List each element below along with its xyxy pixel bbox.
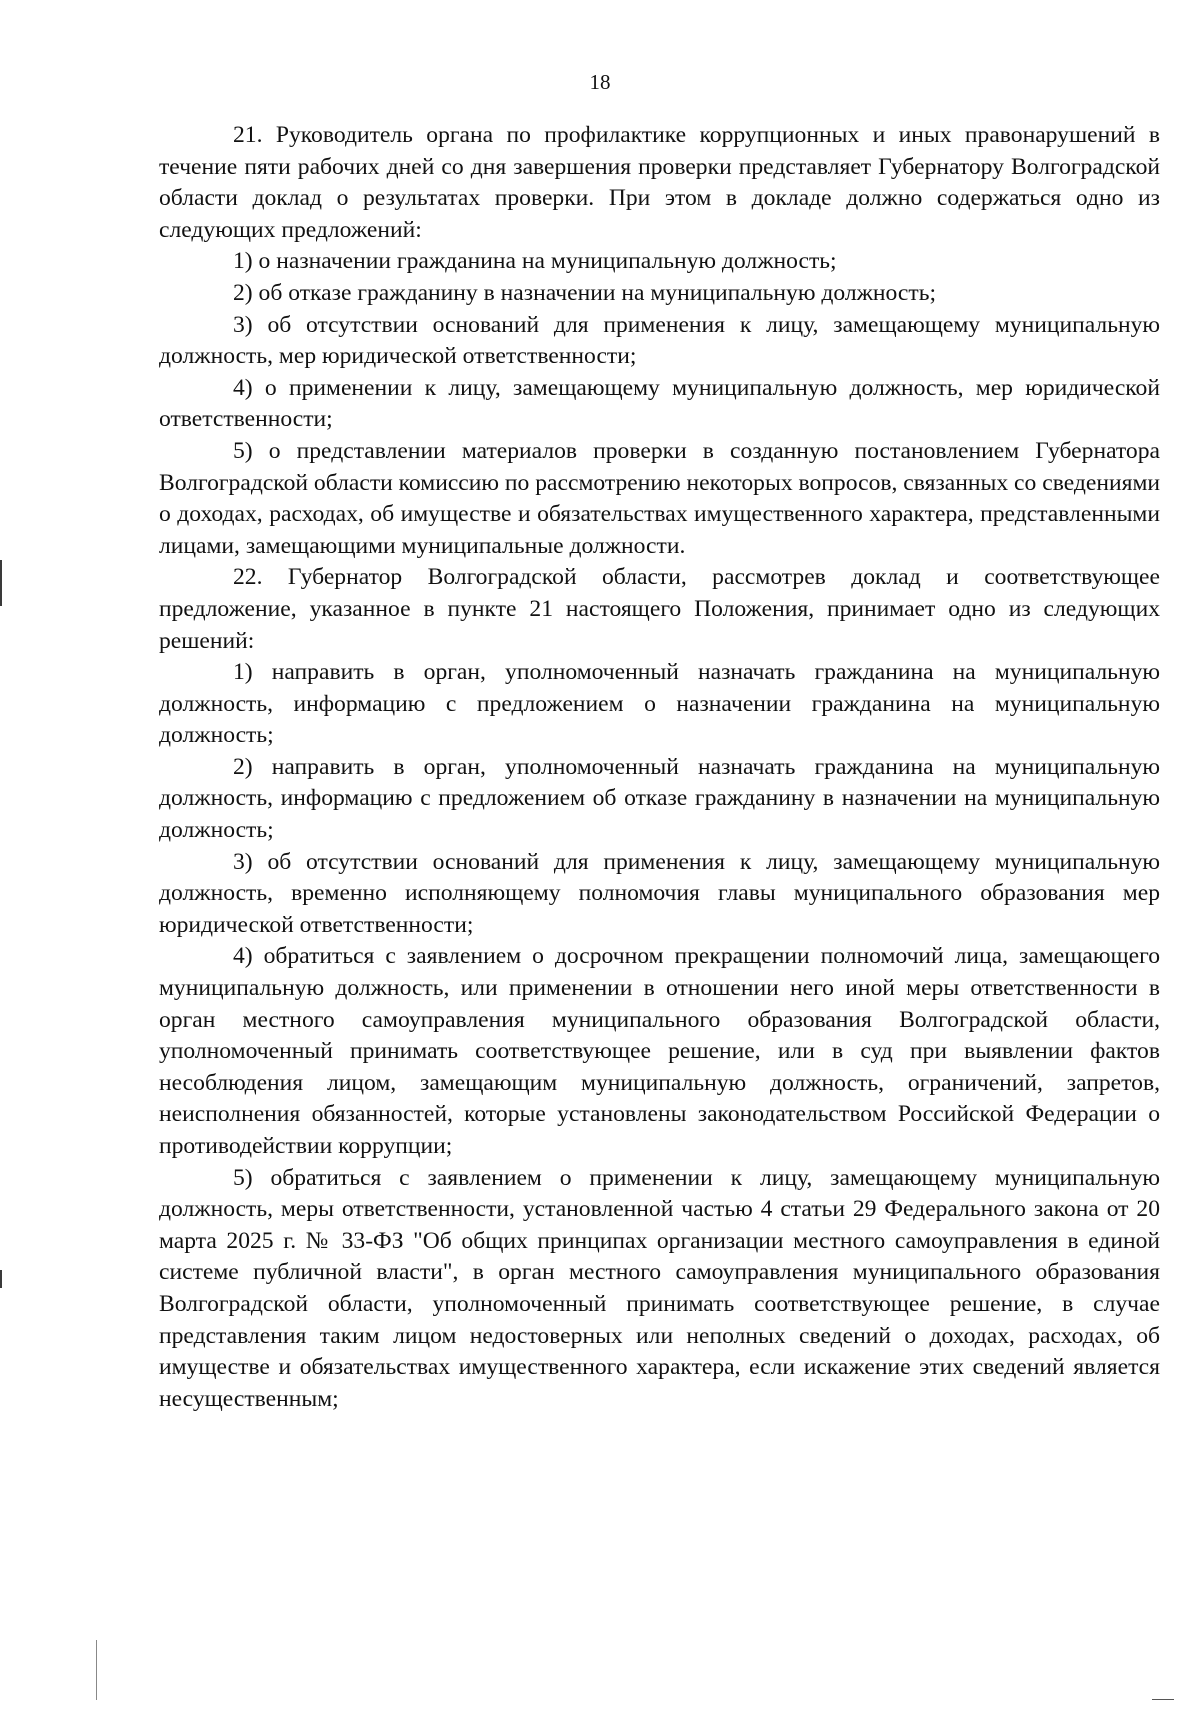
scan-mark-right [1152, 1699, 1174, 1700]
paragraph-21-item-4: 4) о применении к лицу, замещающему муниципальную должность, мер юридической ответственности; [159, 374, 1160, 433]
page-number: 18 [589, 70, 611, 94]
paragraph-22-item-5: 5) обратиться с заявлением о применении к лицу, замещающему муниципальную должность, меры ответственности, установленной частью 4 статьи 29 Федерального закона от 20 марта 2025 г. № 33-ФЗ "Об общих принципах организации местного самоуправления в единой системе публичной власти", в орган местного самоуправления муниципального образования Волгоградской области, уполномоченный принимать соответствующее решение, в случае представления таким лицом недостоверных или неполных сведений о доходах, расходах, об имуществе и обязательствах имущественного характера, если искажение этих сведений является несущественным; [159, 1164, 1160, 1412]
document-body [159, 120, 1160, 1415]
paragraph-21-item-2: 2) об отказе гражданину в назначении на муниципальную должность; [233, 279, 937, 306]
scan-edge-left-lower [0, 1270, 2, 1288]
paragraph-21-item-3: 3) об отсутствии оснований для применения к лицу, замещающему муниципальную должность, мер юридической ответственности; [159, 311, 1160, 370]
scan-edge-left-upper [0, 560, 2, 606]
paragraph-21-item-5: 5) о представлении материалов проверки в созданную постановлением Губернатора Волгоградской области комиссию по рассмотрению некоторых вопросов, связанных со сведениями о доходах, расходах, об имуществе и обязательствах имущественного характера, представленными лицами, замещающими муниципальные должности. [159, 437, 1160, 559]
paragraph-22-item-4: 4) обратиться с заявлением о досрочном прекращении полномочий лица, замещающего муниципальную должность, или применении в отношении него иной меры ответственности в орган местного самоуправления муниципального образования Волгоградской области, уполномоченный принимать соответствующее решение, или в суд при выявлении фактов несоблюдения лицом, замещающим муниципальную должность, ограничений, запретов, неисполнения обязанностей, которые установлены законодательством Российской Федерации о противодействии коррупции; [159, 943, 1160, 1159]
paragraph-21-item-1: 1) о назначении гражданина на муниципальную должность; [233, 248, 837, 275]
paragraph-22: 22. Губернатор Волгоградской области, рассмотрев доклад и соответствующее предложение, указанное в пункте 21 настоящего Положения, принимает одно из следующих решений: [159, 564, 1160, 654]
paragraph-22-item-2: 2) направить в орган, уполномоченный назначать гражданина на муниципальную должность, информацию с предложением об отказе гражданину в назначении на муниципальную должность; [159, 753, 1160, 844]
paragraph-22-item-1: 1) направить в орган, уполномоченный назначать гражданина на муниципальную должность, информацию с предложением о назначении гражданина на муниципальную должность; [159, 659, 1160, 749]
scan-edge-left-bottom [96, 1640, 97, 1700]
paragraph-22-item-3: 3) об отсутствии оснований для применения к лицу, замещающему муниципальную должность, временно исполняющему полномочия главы муниципального образования мер юридической ответственности; [159, 848, 1160, 938]
paragraph-21: 21. Руководитель органа по профилактике коррупционных и иных правонарушений в течение пяти рабочих дней со дня завершения проверки представляет Губернатору Волгоградской области доклад о результатах проверки. При этом в докладе должно содержаться одно из следующих предложений: [159, 122, 1160, 243]
